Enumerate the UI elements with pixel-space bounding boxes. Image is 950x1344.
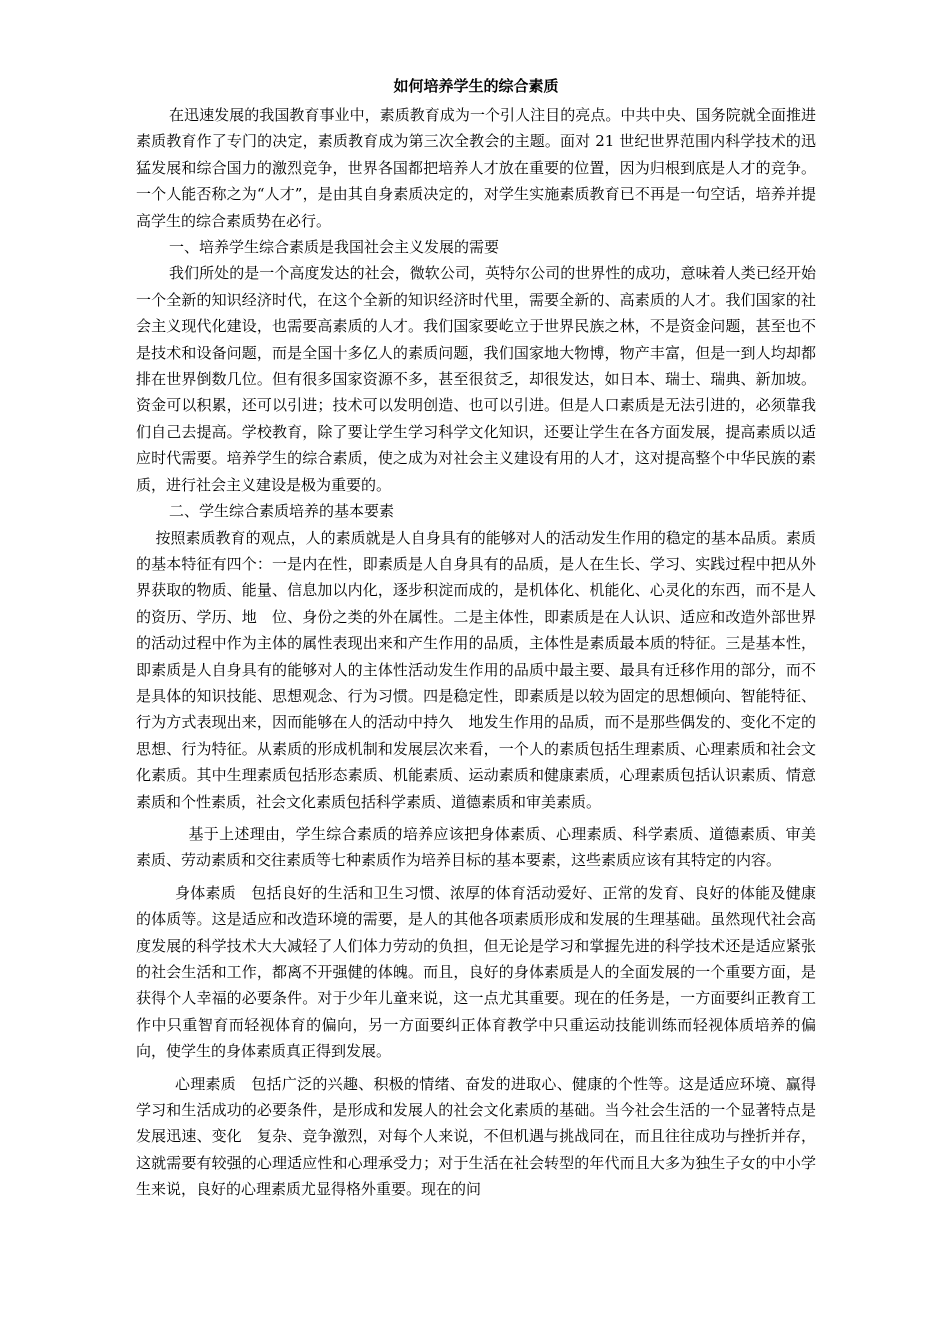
section-1-heading: 一、培养学生综合素质是我国社会主义发展的需要	[169, 238, 500, 257]
physical-quality-paragraph: 身体素质 包括良好的生活和卫生习惯、浓厚的体育活动爱好、正常的发育、良好的体能及健康的体质等。这是适应和改造环境的需要，是人的其他各项素质形成和发展的生理基础。虽然现代社会高度发展的科学技术大大减轻了人们体力劳动的负担，但无论是学习和掌握先进的科学技术还是适应紧张的社会生活和工作，都离不开强健的体魄。而且，良好的身体素质是人的全面发展的一个重要方面，是获得个人幸福的必要条件。对于少年儿童来说，这一点尤其重要。现在的任务是，一方面要纠正教育工作中只重智育而轻视体育的偏向，另一方面要纠正体育教学中只重运动技能训练而轻视体质培养的偏向，使学生的身体素质真正得到发展。	[136, 883, 816, 1061]
section-1-paragraph: 我们所处的是一个高度发达的社会，微软公司，英特尔公司的世界性的成功，意味着人类已经开始一个全新的知识经济时代，在这个全新的知识经济时代里，需要全新的、高素质的人才。我们国家的社会主义现代化建设，也需要高素质的人才。我们国家要屹立于世界民族之林，不是资金问题，甚至也不是技术和设备问题，而是全国十多亿人的素质问题，我们国家地大物博，物产丰富，但是一到人均却都排在世界倒数几位。但有很多国家资源不多，甚至很贫乏，却很发达，如日本、瑞士、瑞典、新加坡。资金可以积累，还可以引进；技术可以发明创造、也可以引进。但是人口素质是无法引进的，必须靠我们自己去提高。学校教育，除了要让学生学习科学文化知识，还要让学生在各方面发展，提高素质以适应时代需要。培养学生的综合素质，使之成为对社会主义建设有用的人才，这对提高整个中华民族的素质，进行社会主义建设是极为重要的。	[136, 264, 816, 494]
document-title: 如何培养学生的综合素质	[393, 77, 559, 95]
section-2-heading: 二、学生综合素质培养的基本要素	[169, 502, 395, 521]
intro-paragraph: 在迅速发展的我国教育事业中，素质教育成为一个引人注目的亮点。中共中央、国务院就全面推进素质教育作了专门的决定，素质教育成为第三次全教会的主题。面对 21 世纪世界范围内科学技术的迅猛发展和综合国力的激烈竞争，世界各国都把培养人才放在重要的位置，因为归根到底是人才的竞争。一个人能否称之为“人才”，是由其自身素质决定的，对学生实施素质教育已不再是一句空话，培养并提高学生的综合素质势在必行。	[136, 106, 816, 230]
section-2-summary-paragraph: 基于上述理由，学生综合素质的培养应该把身体素质、心理素质、科学素质、道德素质、审美素质、劳动素质和交往素质等七种素质作为培养目标的基本要素，这些素质应该有其特定的内容。	[136, 824, 816, 870]
psychological-quality-paragraph: 心理素质 包括广泛的兴趣、积极的情绪、奋发的进取心、健康的个性等。这是适应环境、赢得学习和生活成功的必要条件，是形成和发展人的社会文化素质的基础。当今社会生活的一个显著特点是发展迅速、变化 复杂、竞争激烈，对每个人来说，不但机遇与挑战同在，而且往往成功与挫折并存，这就需要有较强的心理适应性和心理承受力；对于生活在社会转型的年代而且大多为独生子女的中小学生来说，良好的心理素质尤显得格外重要。现在的问	[136, 1074, 816, 1199]
document-page	[136, 72, 816, 1203]
section-2-paragraph: 按照素质教育的观点，人的素质就是人自身具有的能够对人的活动发生作用的稳定的基本品质。素质的基本特征有四个：一是内在性，即素质是人自身具有的品质，是人在生长、学习、实践过程中把从外界获取的物质、能量、信息加以内化，逐步积淀而成的，是机体化、机能化、心灵化的东西，而不是人的资历、学历、地 位、身份之类的外在属性。二是主体性，即素质是在人认识、适应和改造外部世界的活动过程中作为主体的属性表现出来和产生作用的品质，主体性是素质最本质的特征。三是基本性，即素质是人自身具有的能够对人的主体性活动发生作用的品质中最主要、最具有迁移作用的部分，而不是具体的知识技能、思想观念、行为习惯。四是稳定性，即素质是以较为固定的思想倾向、智能特征、行为方式表现出来，因而能够在人的活动中持久 地发生作用的品质，而不是那些偶发的、变化不定的思想、行为特征。从素质的形成机制和发展层次来看，一个人的素质包括生理素质、心理素质和社会文化素质。其中生理素质包括形态素质、机能素质、运动素质和健康素质，心理素质包括认识素质、情意素质和个性素质，社会文化素质包括科学素质、道德素质和审美素质。	[136, 528, 816, 811]
